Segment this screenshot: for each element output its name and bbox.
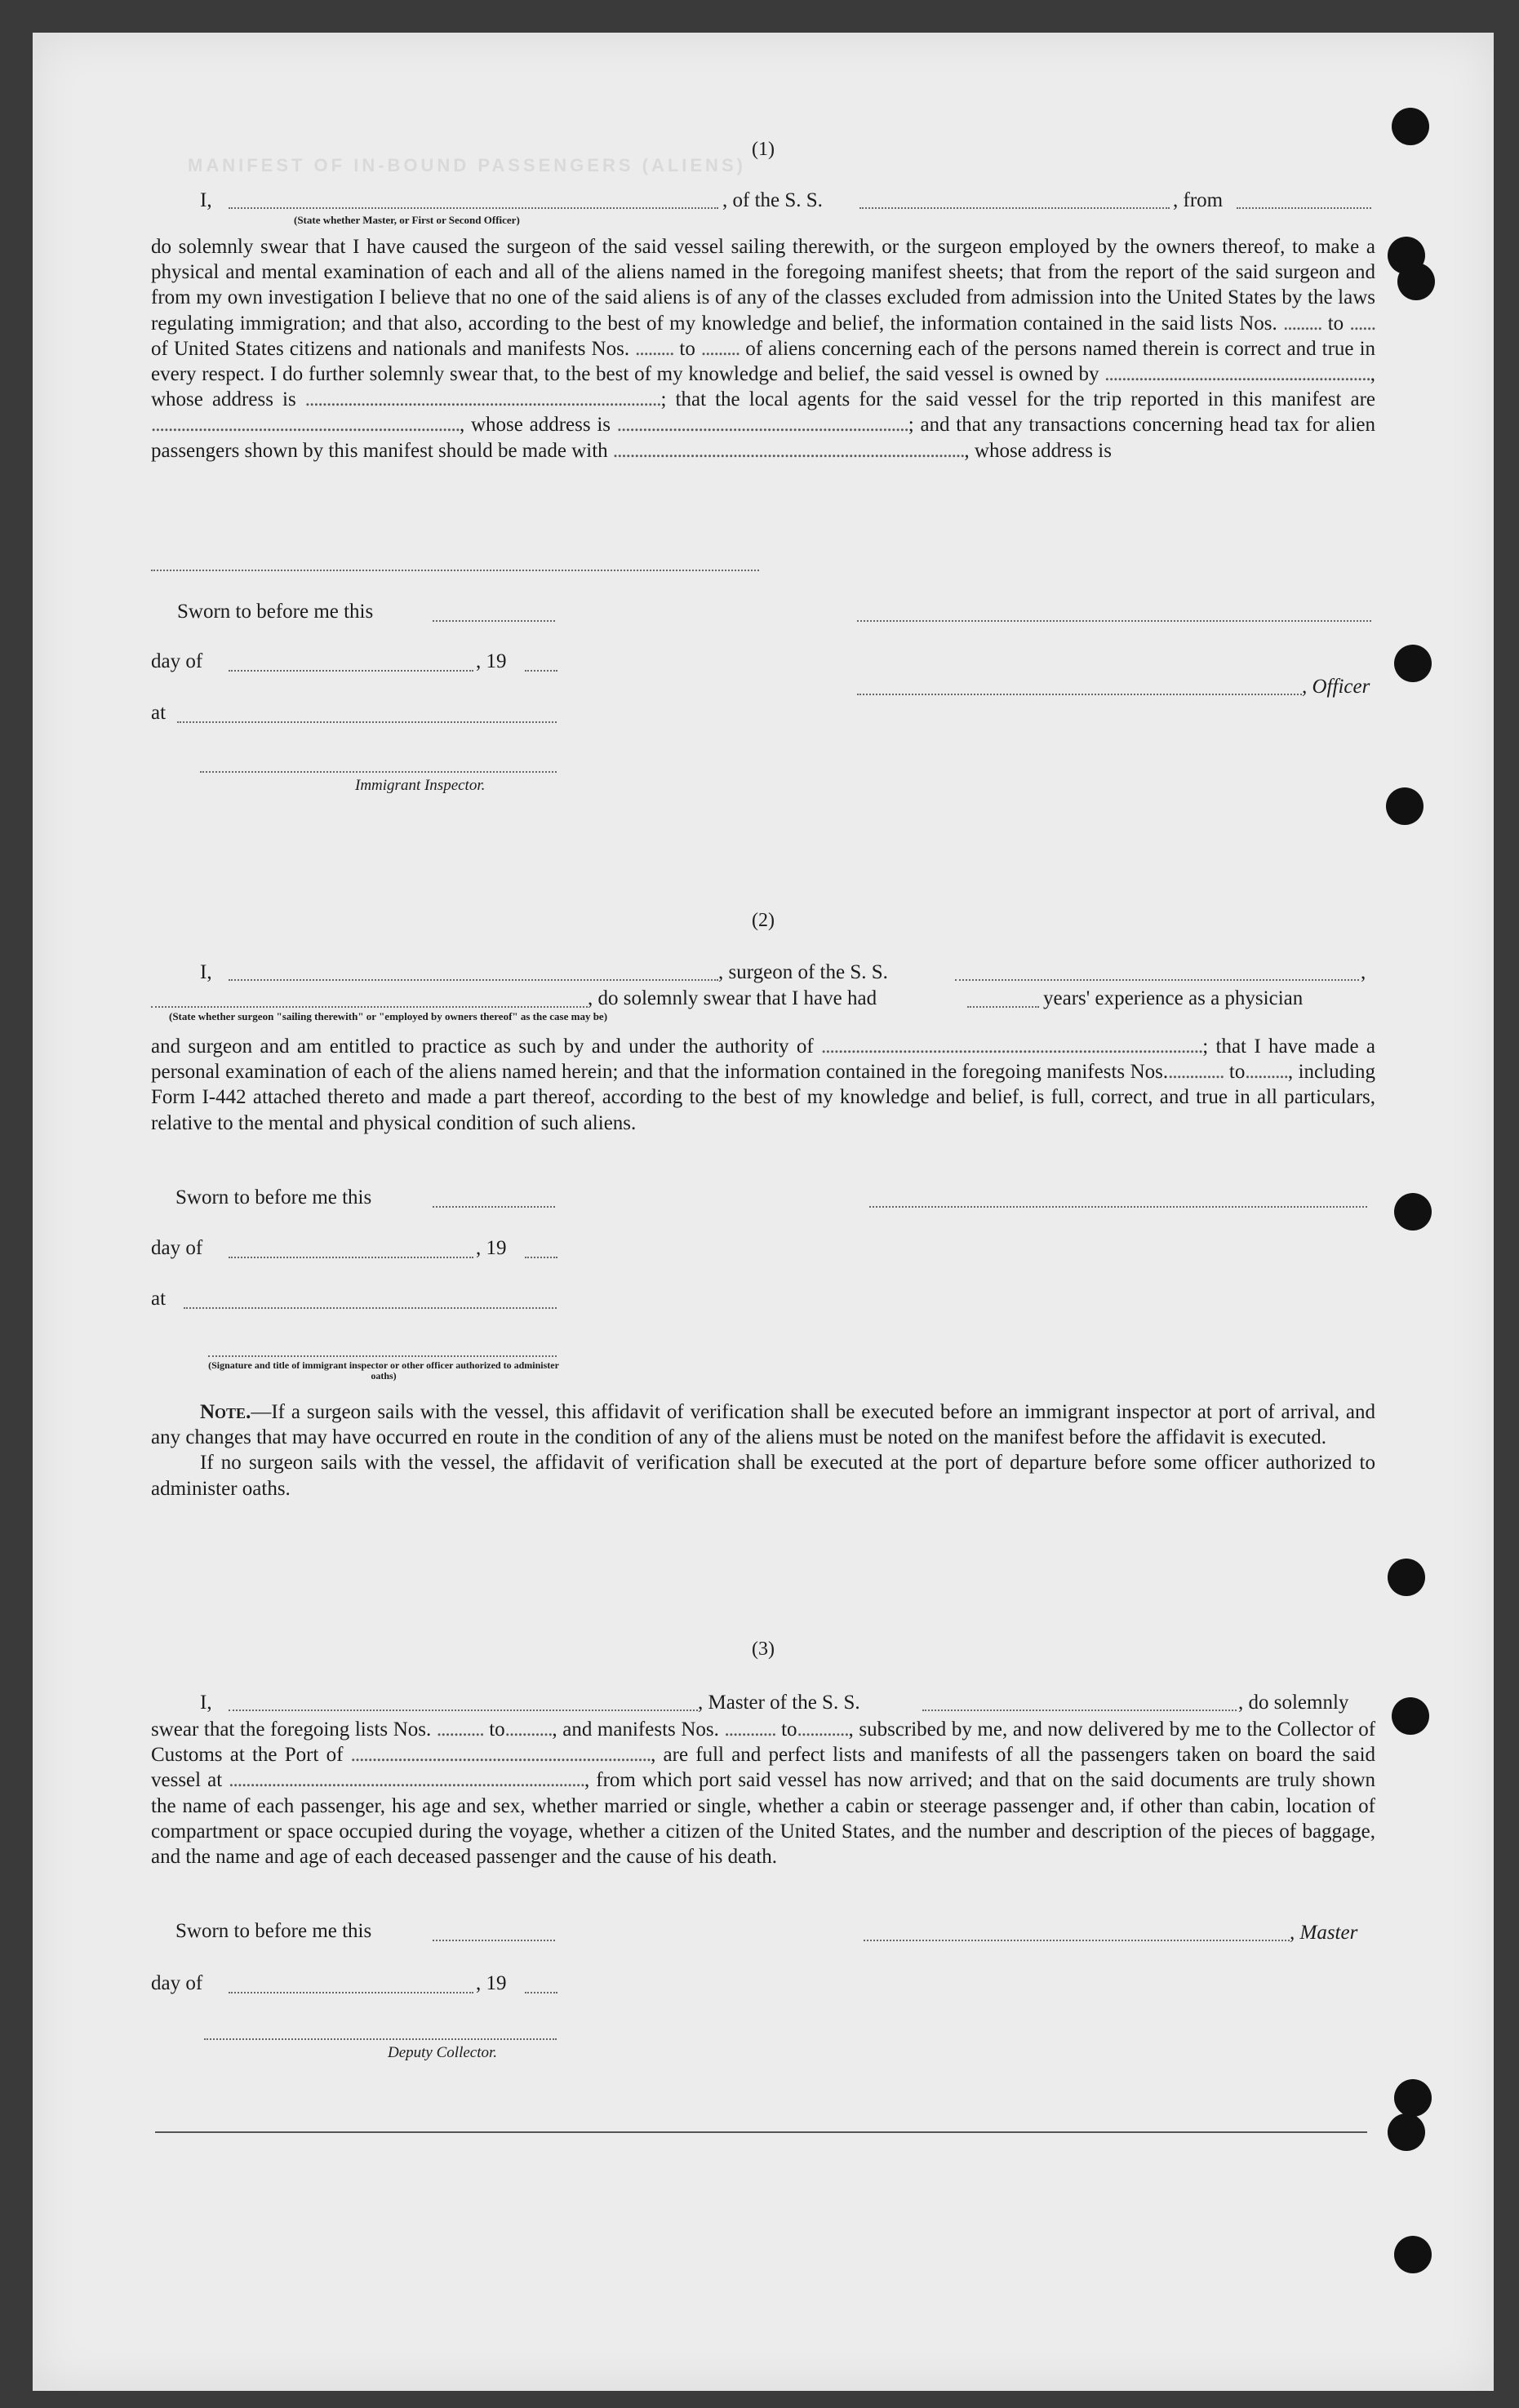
officer-signature-top-field[interactable] — [857, 620, 1371, 622]
punch-hole — [1397, 263, 1435, 300]
punch-hole — [1394, 2079, 1432, 2117]
sworn-date-field-3[interactable] — [433, 1940, 555, 1941]
faint-header-bleedthrough: MANIFEST OF IN-BOUND PASSENGERS (ALIENS) — [188, 155, 746, 175]
day-of-label-2: day of — [151, 1237, 203, 1259]
punch-hole — [1386, 787, 1424, 825]
at-location-field-1[interactable] — [177, 721, 557, 723]
at-location-field-2[interactable] — [184, 1307, 557, 1309]
sworn-label-2: Sworn to before me this — [175, 1186, 372, 1208]
year-label-1: , 19 — [476, 650, 507, 672]
inspector-signature-field-2[interactable] — [208, 1355, 557, 1357]
section-2-body: and surgeon and am entitled to practice as such by and under the authority of .........................................................................................; that I have made a personal examination of each of the aliens named herein; and that the information contained in the foregoing manifests Nos.............. to.........., including Form I-442 attached thereto and made a part thereof, according to the best of my knowledge and belief, is full, correct, and true in all particulars, relative to the mental and physical condition of such aliens. — [151, 1035, 1376, 1134]
label-of-ss: , of the S. S. — [722, 189, 823, 211]
note-surgeon-status: (State whether surgeon "sailing therewith" or "employed by owners thereof" as the case may be) — [169, 1010, 608, 1022]
master-of-ss-label: , Master of the S. S. — [698, 1692, 860, 1714]
master-label: , Master — [1290, 1922, 1358, 1944]
section-3-i-label: I, — [200, 1692, 212, 1714]
at-label-1: at — [151, 702, 167, 724]
day-of-label-3: day of — [151, 1972, 203, 1994]
section-1-number: (1) — [752, 139, 775, 160]
day-of-field-1[interactable] — [229, 670, 473, 672]
immigrant-inspector-caption: Immigrant Inspector. — [355, 777, 486, 794]
punch-hole — [1388, 2113, 1425, 2151]
day-of-field-3[interactable] — [229, 1992, 473, 1993]
master-name-field-3[interactable] — [229, 1710, 698, 1711]
section-1-body: do solemnly swear that I have caused the surgeon of the said vessel sailing therewith, or the surgeon employed by the owners thereof, to make a physical and mental examination of each and all of the aliens named in the foregoing manifest sheets; that from the report of the said surgeon and from my own investigation I believe that no one of the said aliens is of any of the classes excluded from admission into the United States by the laws regulating immigration; and that also, according to the best of my knowledge and belief, the information contained in the said lists Nos. ......... to ...... of United States citizens and nationals and manifests Nos. ......... to ......... of aliens concerning each of the persons named therein is correct and true in every respect. I do further solemnly swear that, to the best of my knowledge and belief, the said vessel is owned by .............................................................., whose address is ...................................................................................; that the local agents for the said vessel for the trip reported in this manifest are ........................................................................, whose address is ....................................................................; and that any transactions concerning head tax for alien passengers shown by this manifest should be made with .................................................................................., whose address is — [151, 236, 1376, 462]
note-master-officer: (State whether Master, or First or Second Officer) — [294, 214, 520, 226]
sworn-date-field-2[interactable] — [433, 1206, 555, 1208]
note-paragraph — [151, 1399, 1375, 1501]
year-label-3: , 19 — [476, 1972, 507, 1994]
bottom-rule — [155, 2131, 1367, 2133]
section-3-number: (3) — [752, 1639, 775, 1660]
note-text: —If a surgeon sails with the vessel, this affidavit of verification shall be executed before an immigrant inspector at port of arrival, and any changes that may have occurred en route in the condition of any of the aliens must be noted on the manifest before the affidavit is executed. — [151, 1401, 1375, 1449]
note-label: Note. — [200, 1401, 251, 1423]
year-field-1[interactable] — [525, 670, 557, 672]
inspector-signature-field[interactable] — [200, 771, 557, 773]
surgeon-of-ss-label: , surgeon of the S. S. — [718, 961, 888, 983]
year-field-2[interactable] — [525, 1257, 557, 1258]
officer-signature-field[interactable] — [857, 694, 1302, 695]
officer-label: , Officer — [1302, 676, 1370, 698]
agent-address-continuation-field[interactable] — [151, 570, 759, 571]
comma: , — [1361, 961, 1366, 983]
note-text-2: If no surgeon sails with the vessel, the affidavit of verification shall be executed at the port of departure before some officer authorized to administer oaths. — [151, 1452, 1375, 1500]
from-port-field[interactable] — [1237, 207, 1371, 209]
surgeon-signature-field[interactable] — [869, 1206, 1367, 1208]
section-1-line-1 — [200, 189, 212, 212]
do-solemnly-label: , do solemnly — [1238, 1692, 1349, 1714]
at-label-2: at — [151, 1288, 167, 1310]
master-signature-field[interactable] — [864, 1940, 1290, 1941]
day-of-field-2[interactable] — [229, 1257, 473, 1258]
years-experience-field[interactable] — [967, 1006, 1039, 1008]
sworn-label-3: Sworn to before me this — [175, 1920, 372, 1942]
collector-signature-field[interactable] — [204, 2038, 557, 2040]
year-field-3[interactable] — [525, 1992, 557, 1993]
section-1-text-1: do solemnly swear that I have caused the surgeon of the said vessel sailing therewith, or the surgeon employed by the owners thereof, to make a physical and mental examination of each and all of the aliens named in the foregoing manifest sheets; that from the report of the said surgeon and from my own investigation I believe that no one of the said aliens is of any of the classes excluded from admission into the United States by the laws regulating immigration; and that also, according to the best of my knowledge and belief, the information contained in the said lists Nos. — [151, 236, 1375, 335]
master-name-field[interactable] — [229, 207, 718, 209]
surgeon-name-field[interactable] — [229, 979, 718, 981]
surgeon-ship-field[interactable] — [955, 979, 1359, 981]
deputy-collector-caption: Deputy Collector. — [388, 2044, 498, 2061]
master-ship-field[interactable] — [922, 1710, 1237, 1711]
ship-name-field[interactable] — [859, 207, 1170, 209]
years-physician-label: years' experience as a physician — [1043, 987, 1304, 1009]
document-page — [33, 33, 1494, 2391]
section-1-text-2: of United States citizens and nationals and manifests Nos. — [151, 337, 630, 360]
punch-hole — [1392, 1697, 1429, 1735]
day-of-label-1: day of — [151, 650, 203, 672]
punch-hole — [1394, 2236, 1432, 2273]
punch-hole — [1394, 645, 1432, 682]
signature-title-caption: (Signature and title of immigrant inspector or other officer authorized to administer oaths) — [208, 1359, 559, 1381]
section-2-i-label: I, — [200, 961, 212, 983]
surgeon-status-field[interactable] — [151, 1006, 588, 1008]
surgeon-swear-label: , do solemnly swear that I have had — [588, 987, 877, 1009]
year-label-2: , 19 — [476, 1237, 507, 1259]
label-i: I, — [200, 189, 212, 211]
sworn-label-1: Sworn to before me this — [177, 601, 374, 623]
section-3-body: swear that the foregoing lists Nos. ........... to..........., and manifests Nos. ............ to............, subscribed by me, and now delivered by me to the Collector of Customs at the Port of ......................................................................, are full and perfect lists and manifests of all the passengers taken on board the said vessel at ..................................................................................., from which port said vessel has now arrived; and that on the said documents are truly shown the name of each passenger, his age and sex, whether married or single, whether a cabin or steerage passenger and, if other than cabin, location of compartment or space occupied during the voyage, whether a citizen of the United States, and the number and description of the pieces of baggage, and the name and age of each deceased passenger and the cause of his death. — [151, 1718, 1376, 1869]
section-2-number: (2) — [752, 910, 775, 931]
punch-hole — [1392, 108, 1429, 145]
punch-hole — [1388, 1559, 1425, 1596]
punch-hole — [1394, 1193, 1432, 1231]
sworn-date-field-1[interactable] — [433, 620, 555, 622]
label-from: , from — [1173, 189, 1224, 211]
